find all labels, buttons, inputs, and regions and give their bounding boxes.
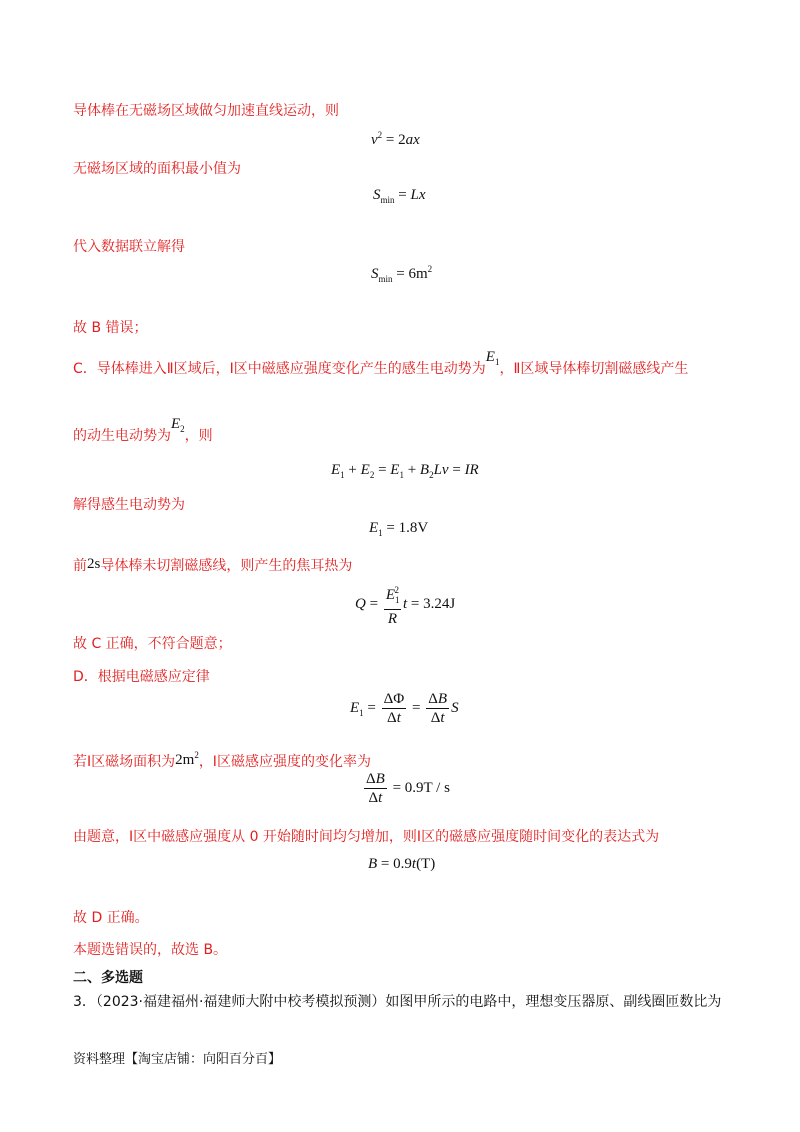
text-segment: 导体棒未切割磁感线，则产生的焦耳热为 <box>100 558 353 574</box>
inline-2s: 2s <box>87 556 101 572</box>
text-segment: 若Ⅰ区磁场面积为 <box>73 754 176 770</box>
subscript: 2 <box>180 424 185 434</box>
text-line: 故 D 正确。 <box>73 910 149 926</box>
text-segment: ，Ⅰ区磁感应强度的变化率为 <box>198 754 371 770</box>
inline-e1 <box>486 349 500 365</box>
text-line: 故 C 正确，不符合题意； <box>73 636 232 652</box>
formula-rate: $\frac{\Delta B}{\Delta t}$ = 0.9T / s <box>366 771 450 806</box>
formula-b-t: B = 0.9t(T) <box>368 856 436 872</box>
text-line: 导体棒在无磁场区域做匀加速直线运动，则 <box>73 103 339 119</box>
text-line <box>73 748 371 771</box>
symbol: E <box>171 416 181 432</box>
subscript: 1 <box>494 357 500 367</box>
question-3: 3．（2023·福建福州·福建师大附中校考模拟预测）如图甲所示的电路中，理想变压器原、副线圈匝数比为 <box>73 994 722 1010</box>
text-line: 解得感生电动势为 <box>73 497 185 513</box>
text-line-c <box>73 349 689 383</box>
inline-area <box>175 752 199 768</box>
formula-smin-6: $S_{min} = 6m^2$ <box>371 264 433 284</box>
superscript: 2 <box>194 750 199 760</box>
text-line: D．根据电磁感应定律 <box>73 669 210 685</box>
text-line: 本题选错误的，故选 B。 <box>73 942 228 958</box>
formula-emf-sum: $E_1 + E_2 = E_1 + B_2Lv$ = IR <box>331 462 479 480</box>
symbol: E <box>485 349 495 365</box>
text-segment: C．导体棒进入Ⅱ区域后，Ⅰ区中磁感应强度变化产生的感生电动势为 <box>73 361 486 377</box>
text-segment: ，Ⅱ区域导体棒切割磁感线产生 <box>499 361 689 377</box>
inline-e2 <box>171 416 185 432</box>
text-line: 代入数据联立解得 <box>73 239 185 255</box>
text-segment: 前 <box>73 558 87 574</box>
page-footer: 资料整理【淘宝店铺：向阳百分百】 <box>73 1052 282 1067</box>
formula-v-squared: $v^2 = 2ax$ <box>371 130 420 148</box>
text-line <box>73 557 352 575</box>
area-value: 2m <box>175 752 195 768</box>
formula-e1-value: $E_1 = 1.8V$ <box>369 520 429 538</box>
text-segment: 的动生电动势为 <box>73 428 171 444</box>
formula-joule-heat: Q = $\frac{E_1^2}{R}$ t = 3.24J <box>355 581 455 628</box>
text-line: 故 B 错误； <box>73 320 148 336</box>
text-segment: ，则 <box>184 428 213 444</box>
section-heading: 二、多选题 <box>73 970 143 986</box>
formula-smin-lx: $S_{min} = Lx$ <box>373 187 426 205</box>
formula-faraday: $E_1$ = $\frac{\Delta\Phi}{\Delta t}$ = $\frac{\Delta B}{\Delta t}$ S <box>350 691 459 726</box>
text-line: 无磁场区域的面积最小值为 <box>73 161 241 177</box>
text-line: 由题意，Ⅰ区中磁感应强度从 0 开始随时间均匀增加，则Ⅰ区的磁感应强度随时间变化的表达式为 <box>73 829 660 845</box>
text-line <box>73 416 213 450</box>
